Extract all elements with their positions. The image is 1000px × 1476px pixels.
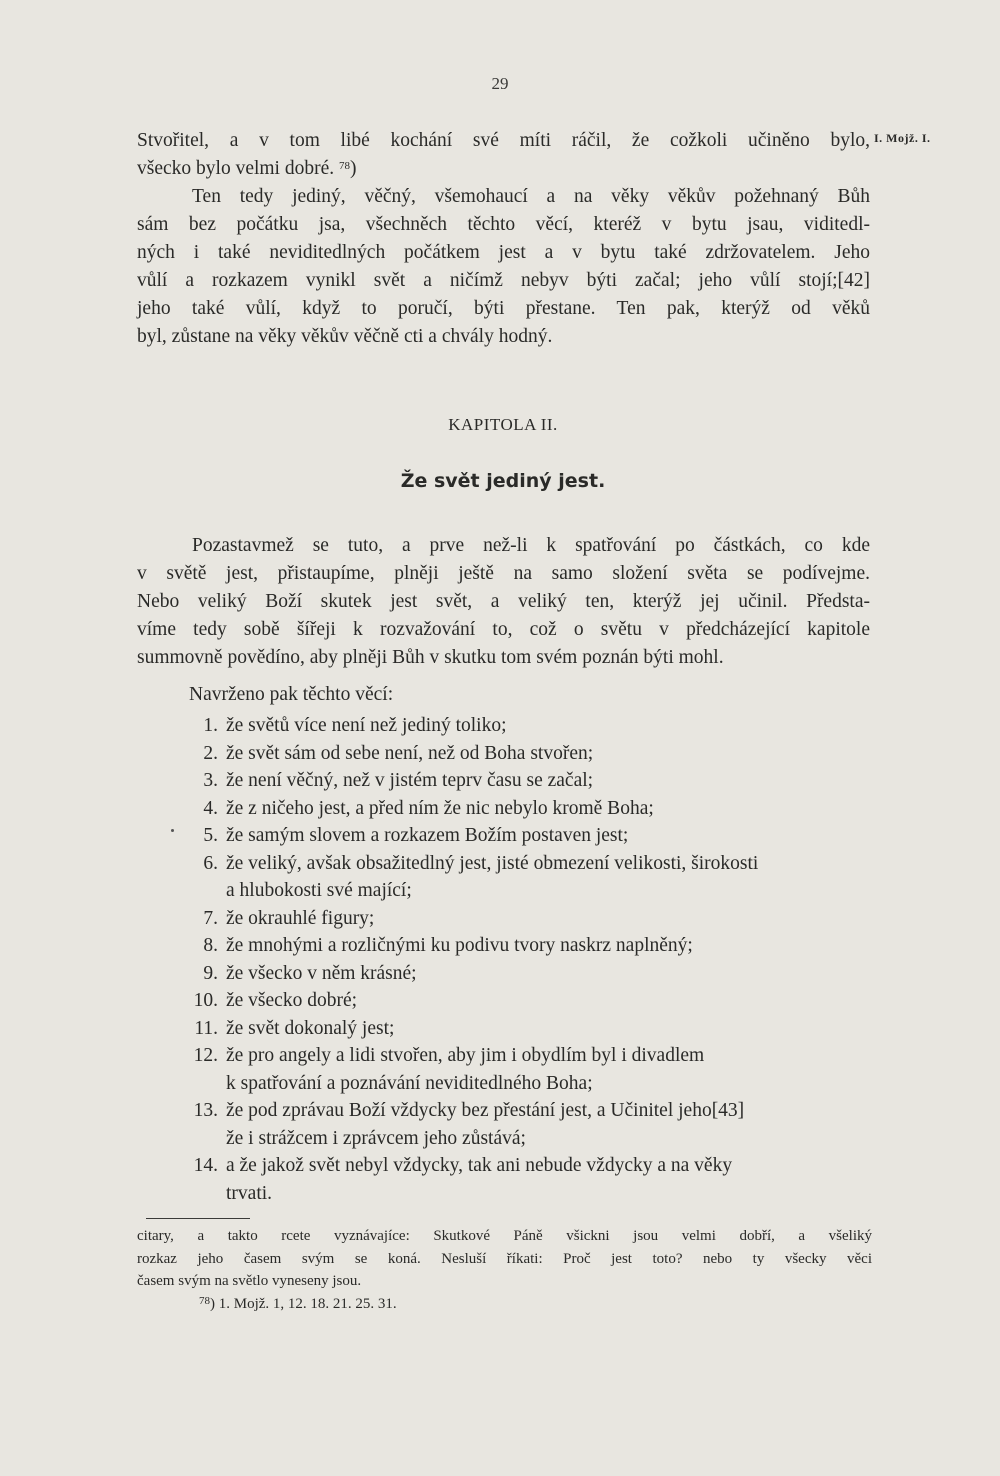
list-number: 11.	[194, 1017, 218, 1039]
list-item	[186, 1097, 876, 1152]
list-item	[186, 795, 876, 823]
list-number: 10.	[193, 990, 218, 1011]
text-line-with-footnote	[137, 155, 870, 183]
list-number: 14.	[193, 1155, 218, 1176]
text-line: Nebo veliký Boží skutek jest svět, a veliký ten, kterýž jej učinil. Předsta-	[137, 591, 870, 612]
list-item	[186, 740, 876, 768]
list-text: trvati.	[226, 1182, 273, 1204]
footnote-line: časem svým na světlo vyneseny jsou.	[137, 1273, 362, 1289]
list-item	[186, 932, 876, 960]
list-text: že všecko v něm krásné;	[226, 962, 417, 984]
footnote-line: citary, a takto rcete vyznávajíce: Skutkové Páně všickni jsou velmi dobří, a všeliký	[137, 1228, 872, 1244]
list-item	[186, 1015, 876, 1043]
text-line: v světě jest, přistaupíme, plněji ještě na samo složení světa se podívejme.	[137, 563, 870, 584]
print-speck	[171, 829, 174, 832]
footnote-divider	[146, 1218, 250, 1219]
list-item	[186, 822, 876, 850]
list-text: a hlubokosti své mající;	[226, 880, 412, 901]
list-item	[186, 1152, 876, 1207]
list-item	[186, 905, 876, 933]
paragraph	[137, 183, 870, 351]
list-text: že svět dokonalý jest;	[226, 1017, 395, 1039]
list-number: 6.	[203, 852, 218, 874]
list-item	[186, 1042, 876, 1097]
chapter-title: Že svět jediný jest.	[400, 470, 606, 492]
footnote-mark: 78	[339, 160, 350, 172]
list-text: že svět sám od sebe není, než od Boha stvořen;	[226, 742, 594, 764]
list-text: že mnohými a rozličnými ku podivu tvory naskrz naplněný;	[226, 935, 693, 956]
text-line: byl, zůstane na věky věkův věčně cti a chvály hodný.	[137, 326, 553, 347]
paragraph-continuation	[137, 127, 870, 183]
footnote-ref-mark: 78	[199, 1294, 210, 1307]
text-line: vůlí a rozkazem vynikl svět a ničímž nebyv býti začal; jeho vůlí stojí;[42]	[137, 270, 870, 291]
list-text: že veliký, avšak obsažitedlný jest, jisté obmezení velikosti, širokosti	[226, 852, 759, 874]
list-text: k spatřování a poznávání neviditedlného Boha;	[226, 1072, 593, 1094]
chapter-label: KAPITOLA II.	[448, 415, 558, 434]
list-item	[186, 712, 876, 740]
list-text: že pod zprávau Boží vždycky bez přestání jest, a Učinitel jeho[43]	[226, 1100, 745, 1121]
list-text: že z ničeho jest, a před ním že nic nebylo kromě Boha;	[226, 797, 654, 819]
text-line: Pozastavmež se tuto, a prve než-li k spatřování po částkách, co kde	[192, 535, 870, 556]
list-number: 13.	[193, 1100, 218, 1121]
text-line: Ten tedy jediný, věčný, všemohaucí a na věky věkův požehnaný Bůh	[192, 186, 870, 207]
list-number: 7.	[203, 907, 218, 929]
list-item	[186, 850, 876, 905]
text-line: všecko bylo velmi dobré.	[137, 158, 335, 179]
list-text: že světů více není než jediný toliko;	[226, 715, 507, 736]
list-number: 4.	[203, 797, 218, 819]
footnote-mark-paren: )	[350, 158, 357, 179]
list-text: a že jakož svět nebyl vždycky, tak ani nebude vždycky a na věky	[226, 1155, 733, 1176]
text-line: ných i také neviditedlných počátkem jest a v bytu také zdržovatelem. Jeho	[137, 242, 870, 263]
list-item	[186, 767, 876, 795]
list-number: 3.	[203, 770, 218, 791]
list-intro-block	[137, 681, 870, 709]
margin-note: I. Mojž. I.	[874, 131, 931, 145]
footnote-ref-text: ) 1. Mojž. 1, 12. 18. 21. 25. 31.	[210, 1295, 397, 1312]
list-number: 12.	[193, 1045, 218, 1066]
list-text: že okrauhlé figury;	[226, 907, 375, 929]
paragraph	[137, 532, 870, 672]
numbered-list	[186, 712, 876, 1207]
text-line: jeho také vůlí, když to poručí, býti přestane. Ten pak, kterýž od věků	[137, 298, 870, 319]
text-line: Stvořitel, a v tom libé kochání své míti ráčil, že cožkoli učiněno bylo,	[137, 130, 870, 151]
list-text: že samým slovem a rozkazem Božím postaven jest;	[226, 825, 629, 846]
page-number: 29	[491, 74, 509, 93]
list-text: že i strážcem i zprávcem jeho zůstává;	[226, 1127, 526, 1149]
list-intro: Navrženo pak těchto věcí:	[189, 684, 394, 705]
list-number: 5.	[203, 825, 218, 846]
list-text: že není věčný, než v jistém teprv času se začal;	[226, 770, 594, 791]
list-text: že pro angely a lidi stvořen, aby jim i obydlím byl i divadlem	[226, 1045, 705, 1066]
list-text: že všecko dobré;	[226, 990, 358, 1011]
footnote-line: rozkaz jeho časem svým se koná. Nesluší říkati: Proč jest toto? nebo ty všecky věci	[137, 1250, 872, 1267]
text-line: sám bez počátku jsa, všechněch těchto věcí, kteréž v bytu jsau, viditedl-	[137, 214, 870, 235]
text-line: summovně povědíno, aby plněji Bůh v skutku tom svém poznán býti mohl.	[137, 647, 724, 668]
list-number: 2.	[203, 742, 218, 764]
list-number: 1.	[203, 715, 218, 736]
list-number: 9.	[203, 962, 218, 984]
list-number: 8.	[203, 935, 218, 956]
text-line: víme tedy sobě šířeji k rozvažování to, což o světu v předcházející kapitole	[137, 619, 870, 640]
footnote-reference	[137, 1293, 872, 1316]
list-item	[186, 960, 876, 988]
list-item	[186, 987, 876, 1015]
footnotes	[137, 1225, 872, 1315]
